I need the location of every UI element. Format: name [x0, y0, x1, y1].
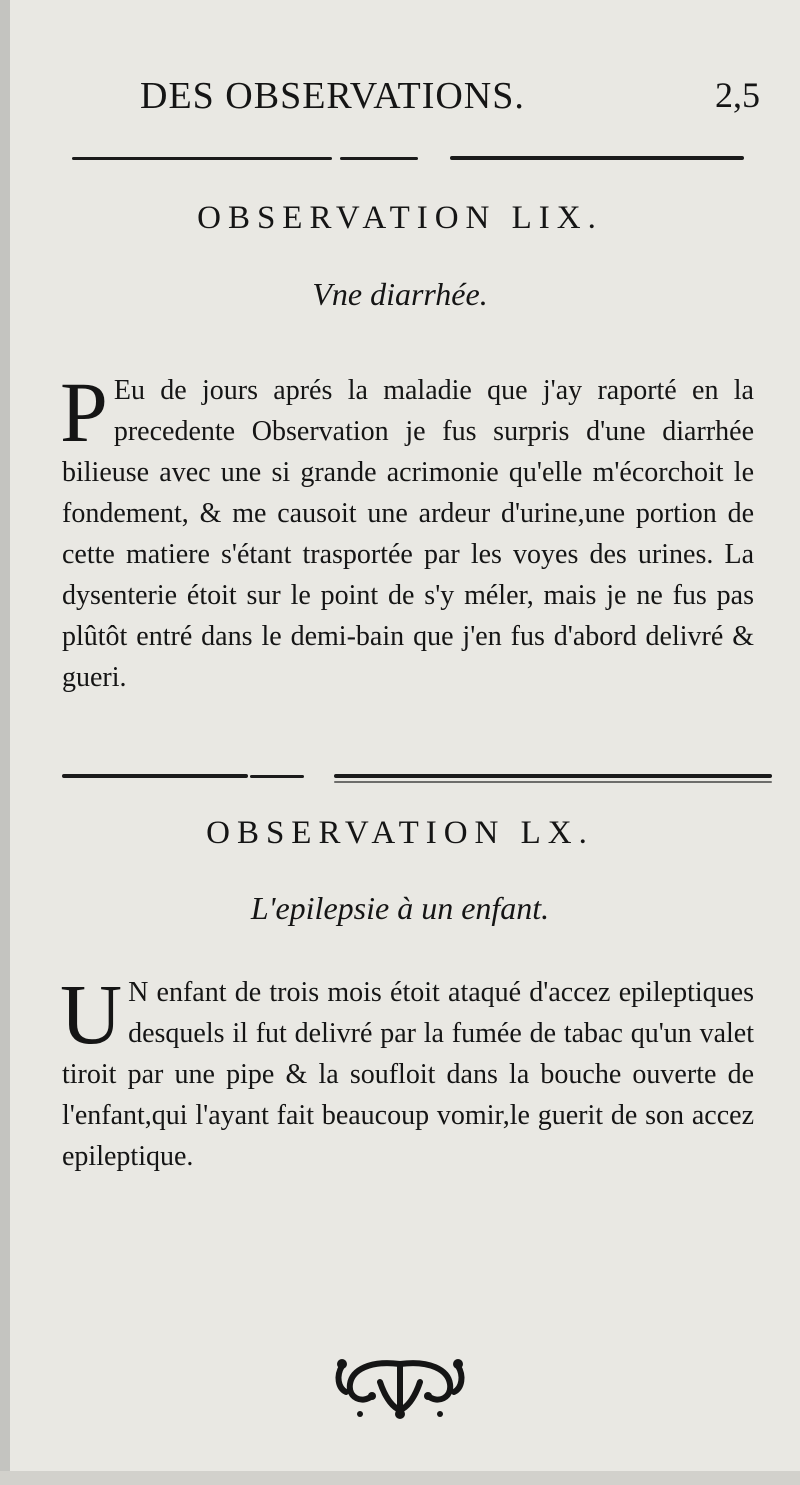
page-number: 2,5 — [715, 75, 760, 115]
observation-text-lx: N enfant de trois mois étoit ataqué d'accez epileptiques desquels il fut delivré par la fumée de tabac qu'un valet tiroit par une pipe & la soufloit dans la bouche ouverte de l'enfant,qui l'ayant fait beaucoup vomir,le guerit de son accez epileptique. — [62, 977, 754, 1172]
section-rule — [62, 774, 712, 784]
observation-body-lix — [60, 364, 754, 698]
drop-cap-u: U — [60, 966, 123, 1062]
page-bottom-edge — [0, 1471, 800, 1485]
fleuron-ornament-icon — [330, 1352, 470, 1422]
drop-cap-p: P — [60, 364, 108, 460]
running-head-title: DES OBSERVATIONS. — [140, 75, 525, 117]
running-head — [140, 70, 760, 120]
observation-heading-lx: OBSERVATION LX. — [206, 815, 594, 851]
observation-heading-lix: OBSERVATION LIX. — [197, 200, 603, 236]
observation-subtitle-lix: Vne diarrhée. — [312, 276, 488, 312]
observation-text-lix: Eu de jours aprés la maladie que j'ay raporté en la precedente Observation je fus surpris d'une diarrhée bilieuse avec une si grande acrimonie qu'elle m'écorchoit le fondement, & me causoit une ardeur d'urine,une portion de cette matiere s'étant trasportée par les voyes des urines. La dysenterie étoit sur le point de s'y méler, mais je ne fus pas plûtôt entré dans le demi-bain que j'en fus d'abord delivré & gueri. — [62, 375, 754, 693]
observation-body-lx — [60, 966, 754, 1177]
show-through-texture — [60, 330, 760, 370]
header-rule — [72, 156, 744, 166]
observation-subtitle-lx: L'epilepsie à un enfant. — [250, 890, 550, 926]
